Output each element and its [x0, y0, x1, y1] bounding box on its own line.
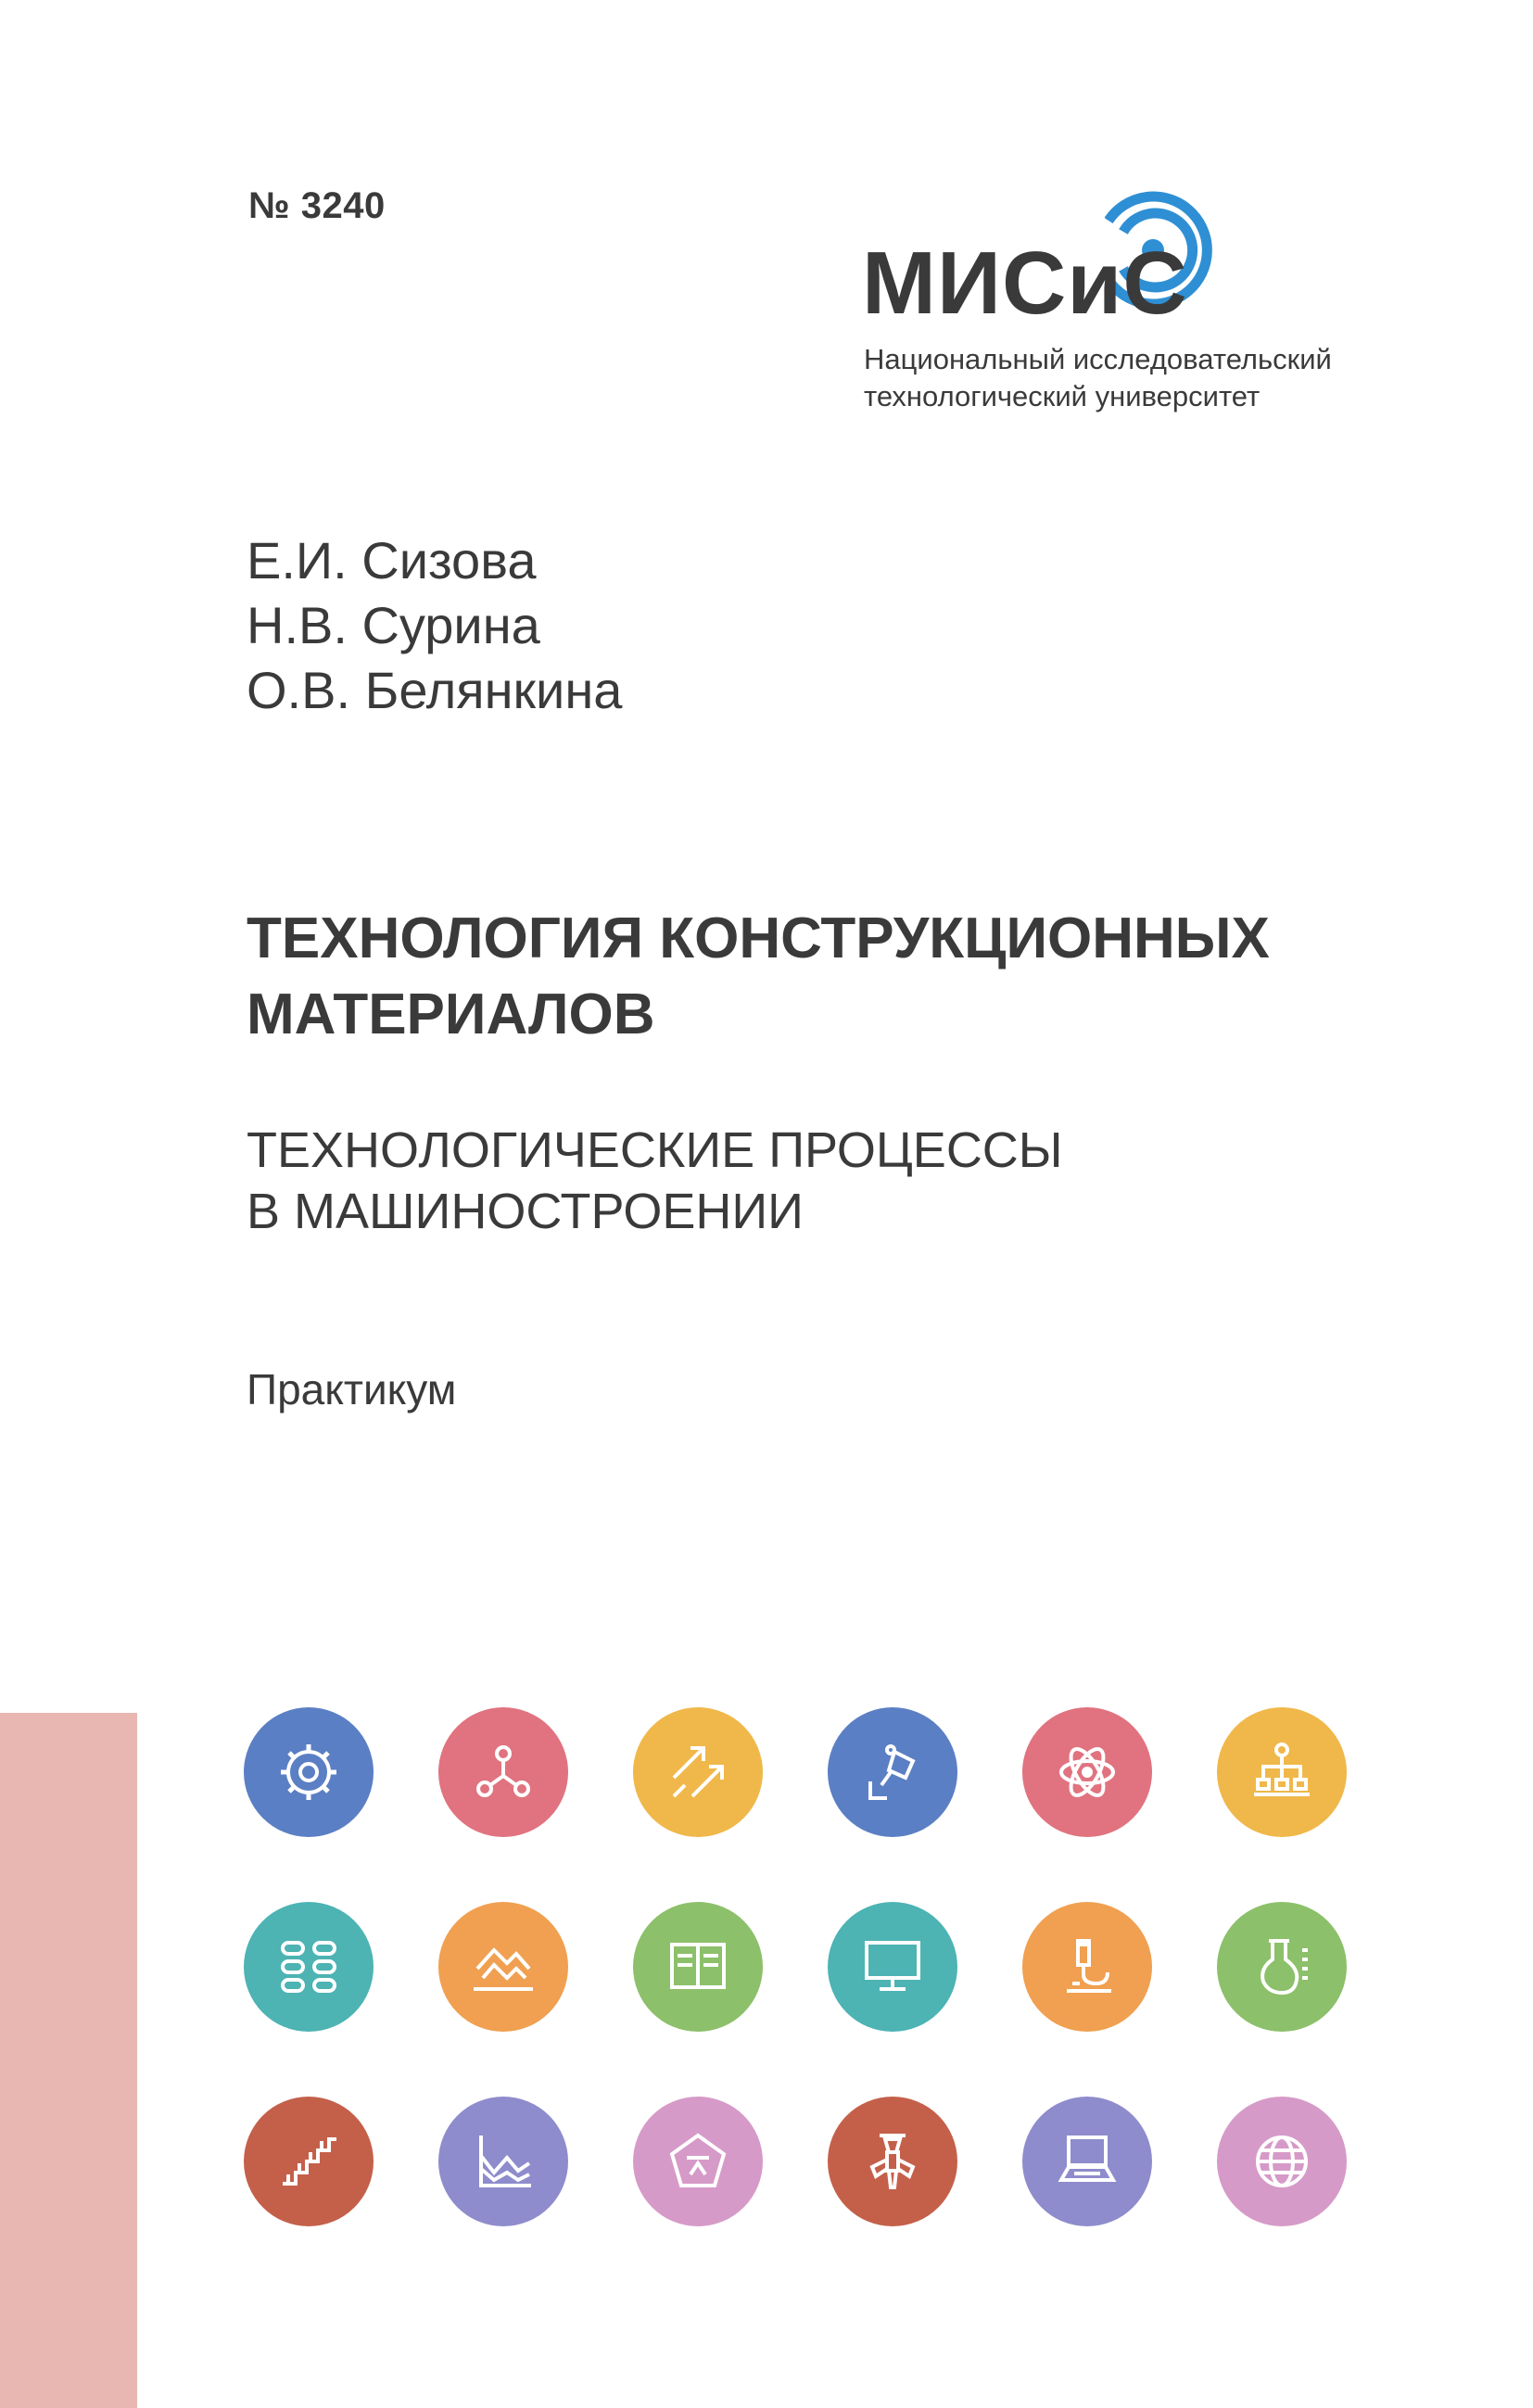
gear-icon: [244, 1707, 374, 1837]
pouring-icon: [828, 1707, 957, 1837]
laptop-icon: [1022, 2097, 1152, 2226]
arrows-icon: [633, 1707, 763, 1837]
authors-list: [247, 528, 622, 723]
book-subtitle-line2: В МАШИНОСТРОЕНИИ: [247, 1184, 804, 1239]
microscope-icon: [1022, 1902, 1152, 2032]
icon-grid: [244, 1707, 1347, 2226]
chain-icon: [244, 1902, 374, 2032]
molecule-icon: [438, 1707, 568, 1837]
series-number: № 3240: [248, 185, 386, 226]
book-title: [247, 901, 1359, 1053]
author-name: Н.В. Сурина: [247, 596, 540, 654]
stairs-icon: [244, 2097, 374, 2226]
author-name: О.В. Белянкина: [247, 661, 623, 719]
book-icon: [633, 1902, 763, 2032]
university-logo: [862, 176, 1381, 426]
book-title-line2: МАТЕРИАЛОВ: [247, 982, 655, 1046]
logo-subtitle-line2: технологический университет: [864, 380, 1261, 412]
atom-icon: [1022, 1707, 1152, 1837]
logo-subtitle-line1: Национальный исследовательский: [864, 343, 1332, 375]
logo-subtitle: [864, 341, 1332, 415]
logo-name: МИСиС: [862, 234, 1188, 333]
author-name: Е.И. Сизова: [247, 531, 537, 589]
pentagon-icon: [633, 2097, 763, 2226]
mountain-icon: [438, 1902, 568, 2032]
hierarchy-icon: [1217, 1707, 1347, 1837]
satellite-icon: [828, 2097, 957, 2226]
globe-icon: [1217, 2097, 1347, 2226]
sidebar-accent-bar: [0, 1713, 137, 2408]
monitor-icon: [828, 1902, 957, 2032]
book-title-line1: ТЕХНОЛОГИЯ КОНСТРУКЦИОННЫХ: [247, 906, 1270, 970]
book-subtitle: [247, 1120, 1359, 1242]
book-subtitle-line1: ТЕХНОЛОГИЧЕСКИЕ ПРОЦЕССЫ: [247, 1122, 1063, 1178]
flask-icon: [1217, 1902, 1347, 2032]
chart-icon: [438, 2097, 568, 2226]
publication-type: Практикум: [247, 1365, 457, 1413]
